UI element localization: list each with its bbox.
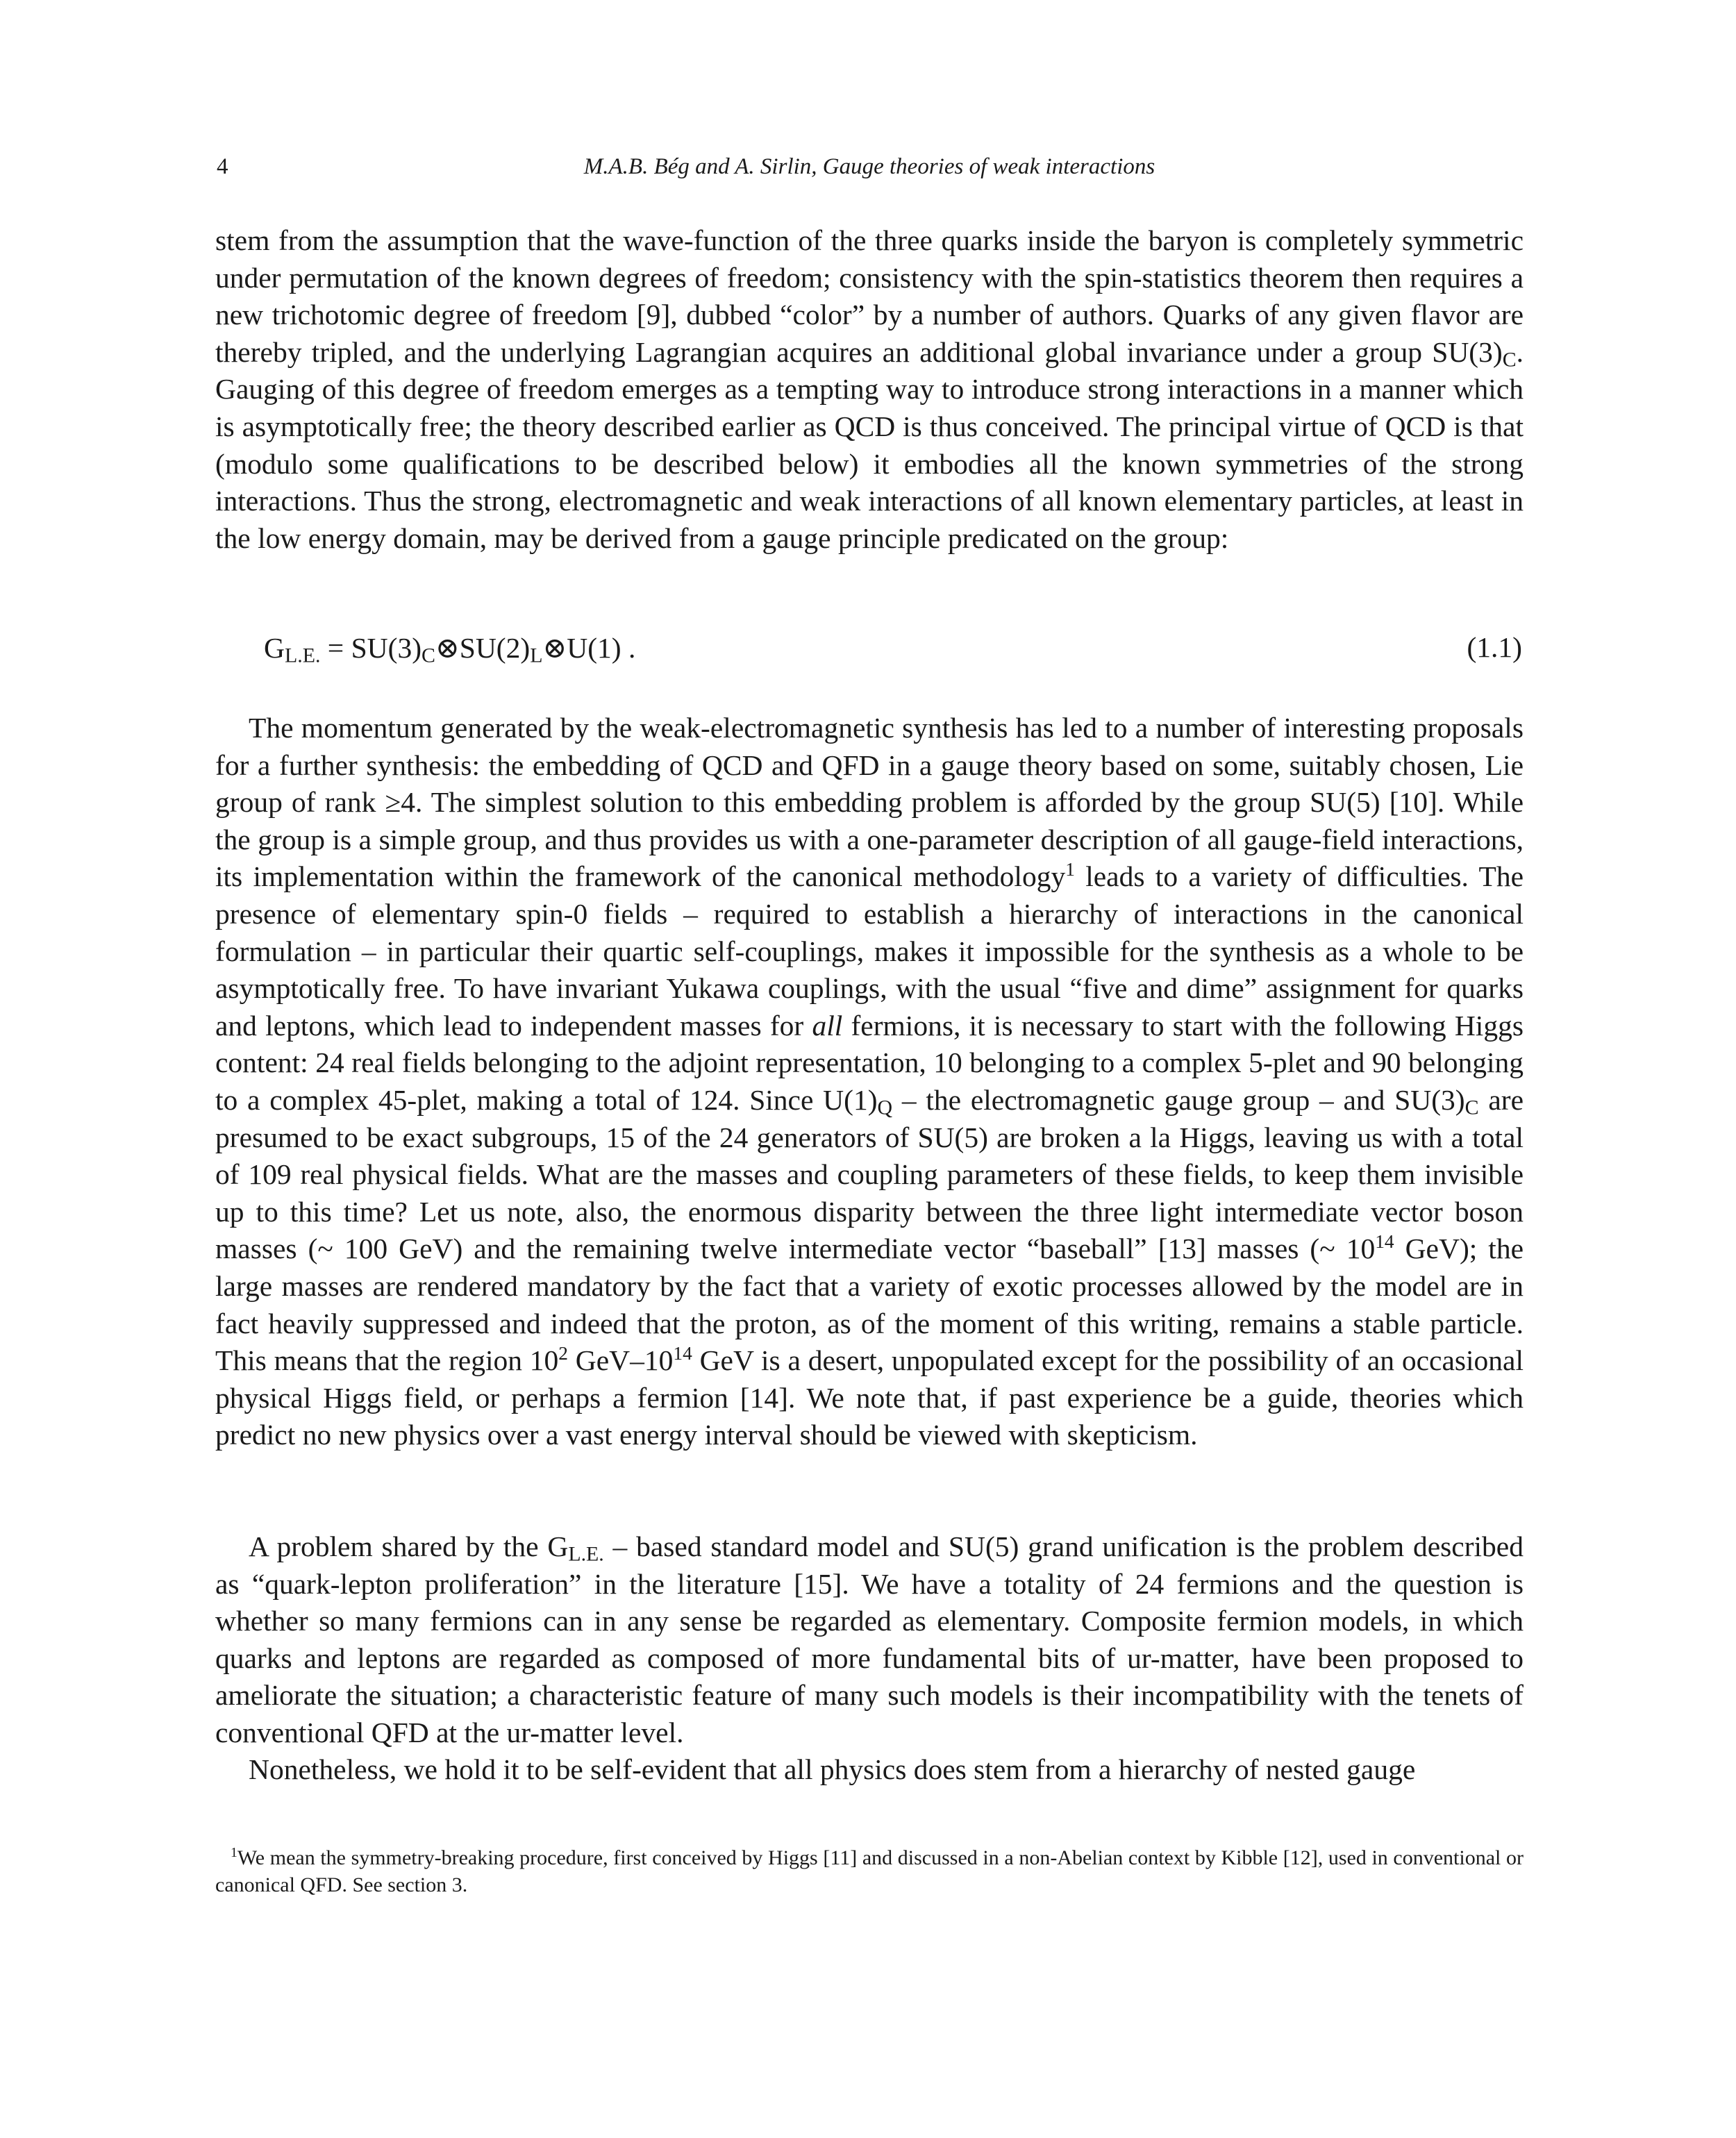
page-number: 4 xyxy=(217,154,228,179)
paragraph-3-text-b: – based standard model and SU(5) grand unification is the problem described as “quark-lepton proliferation” in the literature [15]. We have a totality of 24 fermions and the question is whether so many fermions can in any sense be regarded as elementary. Composite fermion models, in which quarks and leptons are regarded as composed of more fundamental bits of ur-matter, have been proposed to ameliorate the situation; a characteristic feature of many such models is their incompatibility with the tenets of conventional QFD at the ur-matter level. xyxy=(215,1530,1524,1748)
paragraph-2-text-h: GeV is a desert, unpopulated except for the possibility of an occasional physical Higgs field, or perhaps a fermion [14]. We note that, if past experience be a guide, theories which predict no new physics over a vast energy interval should be viewed with skepticism. xyxy=(215,1344,1524,1451)
footnote-text: We mean the symmetry-breaking procedure, first conceived by Higgs [11] and discussed in a non-Abelian context by Kibble [12], used in conventional or canonical QFD. See section 3. xyxy=(215,1846,1524,1896)
le-subscript: L.E. xyxy=(568,1542,604,1566)
emphasis-all: all xyxy=(812,1009,843,1042)
eq-part-c: U(1) . xyxy=(567,632,636,664)
paragraph-4 xyxy=(215,1751,1524,1789)
c-subscript: C xyxy=(1464,1096,1479,1119)
paragraph-3 xyxy=(215,1528,1524,1752)
equation-body xyxy=(264,630,635,665)
color-subscript: C xyxy=(1502,348,1517,371)
paragraph-1-text-a: stem from the assumption that the wave-function of the three quarks inside the baryon is completely symmetric under permutation of the known degrees of freedom; consistency with the spin-statistics theorem then requires a new trichotomic degree of freedom [9], dubbed “color” by a number of authors. Quarks of any given flavor are thereby tripled, and the underlying Lagrangian acquires an additional global invariance under a group SU(3) xyxy=(215,224,1524,368)
eq-g: G xyxy=(264,632,285,664)
equation-number: (1.1) xyxy=(1467,631,1522,663)
equation-1-1 xyxy=(264,630,1522,669)
eq-part-a: = SU(3) xyxy=(320,632,422,664)
eq-c-subscript: C xyxy=(422,644,435,667)
paragraph-1-text-b: . Gauging of this degree of freedom emerges as a tempting way to introduce strong interactions in a manner which is asymptotically free; the theory described earlier as QCD is thus conceived. The principal virtue of QCD is that (modulo some qualifications to be described below) it embodies all the known symmetries of the strong interactions. Thus the strong, electromagnetic and weak interactions of all known elementary particles, at least in the low energy domain, may be derived from a gauge principle predicated on the group: xyxy=(215,335,1524,554)
paragraph-1 xyxy=(215,222,1524,557)
paragraph-2-text-b: leads to a variety of difficulties. The presence of elementary spin-0 fields – required to establish a hierarchy of interactions in the canonical formulation – in particular their quartic self-couplings, makes it impossible for the synthesis as a whole to be asymptotically free. To have invariant Yukawa couplings, with the usual “five and dime” assignment for quarks and leptons, which lead to independent masses for xyxy=(215,860,1524,1042)
paragraph-3-text-a: A problem shared by the G xyxy=(249,1530,569,1562)
footnote-reference-mark[interactable]: 1 xyxy=(1065,859,1075,880)
eq-g-subscript: L.E. xyxy=(284,644,321,667)
paragraph-4-text: Nonetheless, we hold it to be self-evident that all physics does stem from a hierarchy of nested gauge xyxy=(249,1753,1416,1785)
paragraph-2 xyxy=(215,710,1524,1454)
exponent-14-b: 14 xyxy=(673,1343,692,1364)
page-header xyxy=(217,154,1522,189)
otimes-symbol-2: ⊗ xyxy=(542,632,567,664)
exponent-2: 2 xyxy=(558,1343,568,1364)
footnote-mark: 1 xyxy=(231,1845,237,1861)
eq-l-subscript: L xyxy=(530,644,543,667)
paragraph-2-text-e: are presumed to be exact subgroups, 15 of the 24 generators of SU(5) are broken a la Higgs, leaving us with a total of 109 real physical fields. What are the masses and coupling parameters of these fields, to keep them invisible up to this time? Let us note, also, the enormous disparity between the three light intermediate vector boson masses (~ 100 GeV) and the remaining twelve intermediate vector “baseball” [13] masses (~ 10 xyxy=(215,1083,1524,1265)
eq-part-b: SU(2) xyxy=(459,632,531,664)
paragraph-2-text-g: GeV–10 xyxy=(567,1344,674,1377)
paragraph-2-text-d: – the electromagnetic gauge group – and SU(3) xyxy=(892,1083,1465,1116)
q-subscript: Q xyxy=(877,1096,893,1119)
otimes-symbol-1: ⊗ xyxy=(435,632,460,664)
paragraph-2-text-a: The momentum generated by the weak-electromagnetic synthesis has led to a number of interesting proposals for a further synthesis: the embedding of QCD and QFD in a gauge theory based on some, suitably chosen, Lie group of rank ≥4. The simplest solution to this embedding problem is afforded by the group SU(5) [10]. While the group is a simple group, and thus provides us with a one-parameter description of all gauge-field interactions, its implementation within the framework of the canonical methodology xyxy=(215,712,1524,893)
paragraph-2-text-c: fermions, it is necessary to start with the following Higgs content: 24 real fields belonging to the adjoint representation, 10 belonging to a complex 5-plet and 90 belonging to a complex 45-plet, making a total of 124. Since U(1) xyxy=(215,1009,1524,1116)
paragraph-2-text-f: GeV); the large masses are rendered mandatory by the fact that a variety of exotic processes allowed by the model are in fact heavily suppressed and indeed that the proton, as of the moment of this writing, remains a stable particle. This means that the region 10 xyxy=(215,1233,1524,1377)
running-head: M.A.B. Bég and A. Sirlin, Gauge theories of weak interactions xyxy=(583,154,1155,179)
exponent-14-a: 14 xyxy=(1375,1231,1394,1253)
footnote-1 xyxy=(215,1844,1524,1898)
